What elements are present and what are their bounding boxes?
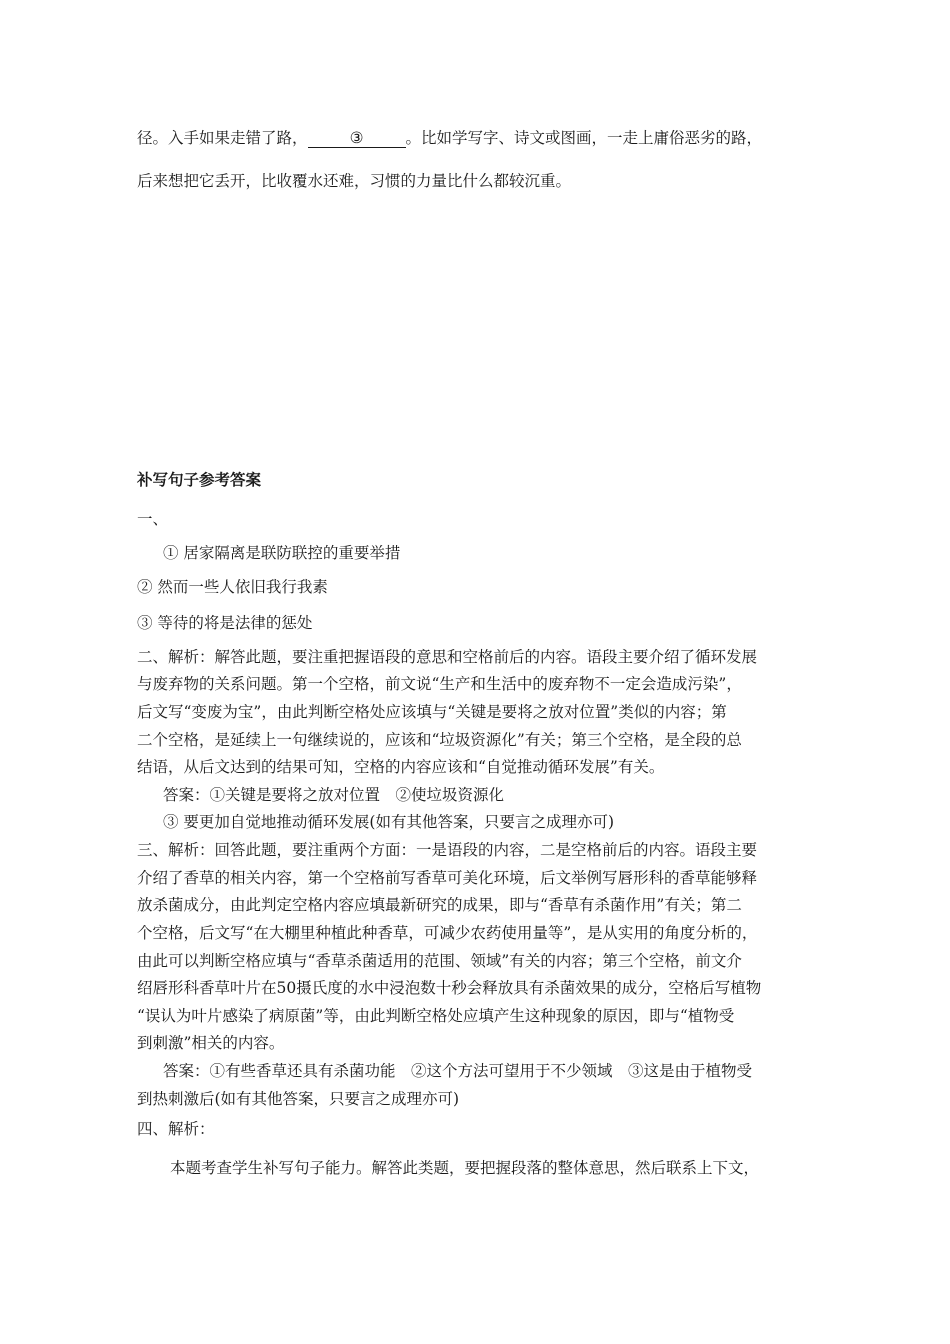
section-3-line: 到刺激”相关的内容。	[137, 1034, 285, 1052]
section-3-line: 由此可以判断空格应填与“香草杀菌适用的范围、领域”有关的内容；第三个空格，前文介	[137, 952, 742, 970]
section-3-answer: 答案：①有些香草还具有杀菌功能 ②这个方法可望用于不少领域 ③这是由于植物受	[163, 1062, 753, 1080]
section-1-item: ③ 等待的将是法律的惩处	[137, 614, 313, 632]
section-2-line: 结语，从后文达到的结果可知，空格的内容应该和“自觉推动循环发展”有关。	[137, 758, 665, 776]
passage-line-1: 径。入手如果走错了路， ③ 。比如学写字、诗文或图画，一走上庸俗恶劣的路，	[137, 129, 763, 147]
section-3-answer: 到热刺激后(如有其他答案，只要言之成理亦可)	[137, 1090, 460, 1108]
section-2-answer: ③ 要更加自觉地推动循环发展(如有其他答案，只要言之成理亦可)	[163, 813, 615, 831]
section-3-line: 介绍了香草的相关内容，第一个空格前写香草可美化环境，后文举例写唇形科的香草能够释	[137, 869, 758, 887]
section-4-heading: 四、解析：	[137, 1120, 215, 1138]
section-2-line: 二、解析：解答此题，要注重把握语段的意思和空格前后的内容。语段主要介绍了循环发展	[137, 648, 758, 666]
section-3-line: 三、解析：回答此题，要注重两个方面：一是语段的内容，二是空格前后的内容。语段主要	[137, 841, 758, 859]
section-1-heading: 一、	[137, 510, 169, 528]
section-2-answer: 答案：①关键是要将之放对位置 ②使垃圾资源化	[163, 786, 505, 804]
section-3-line: 绍唇形科香草叶片在50摄氏度的水中浸泡数十秒会释放具有杀菌效果的成分，空格后写植物	[137, 979, 762, 997]
section-2-line: 二个空格，是延续上一句继续说的，应该和“垃圾资源化”有关；第三个空格，是全段的总	[137, 731, 742, 749]
section-3-line: 个空格，后文写“在大棚里种植此种香草，可减少农药使用量等”，是从实用的角度分析的，	[137, 924, 758, 942]
section-3-line: 放杀菌成分，由此判定空格内容应填最新研究的成果，即与“香草有杀菌作用”有关；第二	[137, 896, 742, 914]
answer-title: 补写句子参考答案	[137, 470, 262, 489]
section-1-item: ② 然而一些人依旧我行我素	[137, 578, 328, 596]
section-2-line: 后文写“变废为宝”，由此判断空格处应该填与“关键是要将之放对位置”类似的内容；第	[137, 703, 727, 721]
section-3-line: “误认为叶片感染了病原菌”等，由此判断空格处应填产生这种现象的原因，即与“植物受	[137, 1007, 735, 1025]
section-2-line: 与废弃物的关系问题。第一个空格，前文说“生产和生活中的废弃物不一定会造成污染”，	[137, 675, 742, 693]
section-4-text: 本题考查学生补写句子能力。解答此类题，要把握段落的整体意思，然后联系上下文，	[170, 1159, 760, 1177]
passage-line-2: 后来想把它丢开，比收覆水还难，习惯的力量比什么都较沉重。	[137, 172, 572, 190]
section-1-item: ① 居家隔离是联防联控的重要举措	[163, 544, 401, 562]
fill-blank-3: ③	[308, 129, 406, 148]
